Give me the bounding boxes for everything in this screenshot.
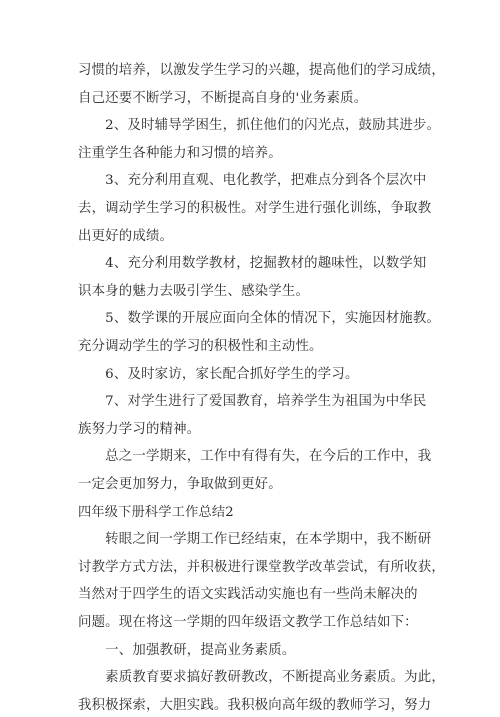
text-line: 素质教育要求搞好教研教改，不断提高业务素质。为此， <box>78 670 445 686</box>
text-line: 注重学生各种能力和习惯的培养。 <box>78 145 282 161</box>
text-line: 5、数学课的开展应面向全体的情况下，实施因材施教。 <box>78 311 441 327</box>
text-line: 总之一学期来，工作中有得有失，在今后的工作中，我 <box>78 449 432 465</box>
text-line: 充分调动学生的学习的积极性和主动性。 <box>78 339 323 354</box>
text-line: 问题。现在将这一学期的四年级语文教学工作总结如下： <box>78 615 418 630</box>
section-heading: 四年级下册科学工作总结2 <box>78 504 234 520</box>
text-line: 出更好的成绩。 <box>78 228 174 244</box>
text-line: 族努力学习的精神。 <box>78 421 201 437</box>
text-line: 识本身的魅力去吸引学生、感染学生。 <box>78 283 310 299</box>
text-line: 一定会更加努力，争取做到更好。 <box>78 477 282 492</box>
text-line: 去，调动学生学习的积极性。对学生进行强化训练，争取教 <box>78 201 432 216</box>
text-line: 习惯的培养，以激发学生学习的兴趣，提高他们的学习成绩， <box>78 63 445 78</box>
text-line: 我积极探索，大胆实践。我积极向高年级的教师学习，努力 <box>78 697 432 713</box>
text-line: 7、对学生进行了爱国教育，培养学生为祖国为中华民 <box>78 394 427 410</box>
text-line: 当然对于四学生的语文实践活动实施也有一些尚未解决的 <box>78 587 418 603</box>
text-line: 转眼之间一学期工作已经结束，在本学期中，我不断研 <box>78 532 432 548</box>
text-line: 6、及时家访，家长配合抓好学生的学习。 <box>78 366 359 382</box>
text-line: 自己还要不断学习，不断提高自身的'业务素质。 <box>78 90 368 106</box>
text-line: 3、充分利用直观、电化教学，把难点分到各个层次中 <box>78 173 427 189</box>
text-line: 一、加强教研，提高业务素质。 <box>78 642 296 658</box>
text-line: 2、及时辅导学困生，抓住他们的闪光点，鼓励其进步。 <box>78 118 441 134</box>
text-line: 4、充分利用数学教材，挖掘教材的趣味性，以数学知 <box>78 256 427 272</box>
text-line: 讨教学方式方法，并积极进行课堂教学改革尝试，有所收获， <box>78 559 445 575</box>
